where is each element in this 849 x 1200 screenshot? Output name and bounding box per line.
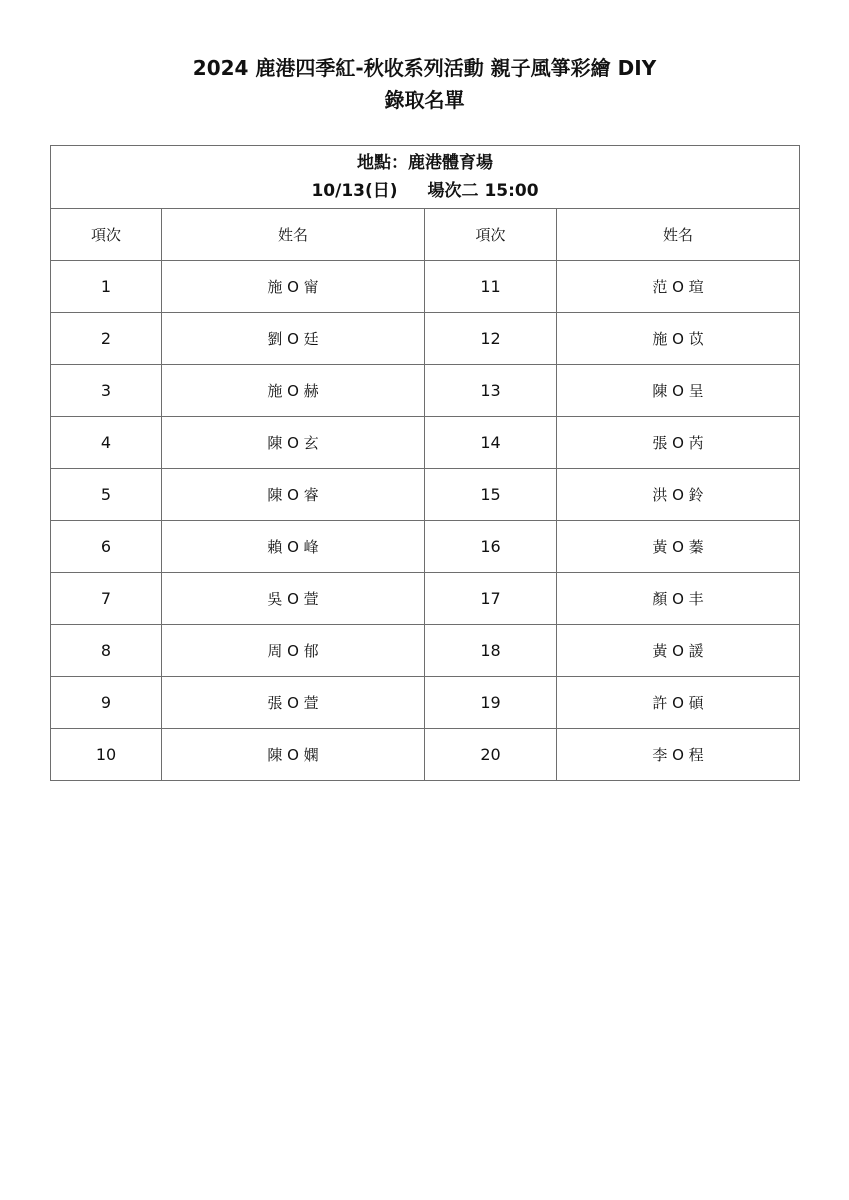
- participant-name-cell: 施 O 苡: [557, 313, 800, 365]
- participant-name-cell: 賴 O 峰: [162, 521, 425, 573]
- item-number-cell: 15: [425, 469, 557, 521]
- participant-name-cell: 黃 O 諼: [557, 625, 800, 677]
- column-header-name-left: 姓名: [162, 209, 425, 261]
- item-number-cell: 13: [425, 365, 557, 417]
- participant-name-cell: 施 O 赫: [162, 365, 425, 417]
- participant-name-cell: 黃 O 蓁: [557, 521, 800, 573]
- table-row: [51, 417, 800, 469]
- participant-name-cell: 張 O 芮: [557, 417, 800, 469]
- participant-name-cell: 范 O 瑄: [557, 261, 800, 313]
- participant-name-cell: 劉 O 廷: [162, 313, 425, 365]
- session-location: 地點：鹿港體育場: [357, 153, 494, 173]
- participant-name-cell: 陳 O 嫻: [162, 729, 425, 781]
- table-row: [51, 677, 800, 729]
- participant-name-cell: 顏 O 丰: [557, 573, 800, 625]
- session-slot: 場次二 15:00: [427, 181, 539, 201]
- participant-name-cell: 陳 O 玄: [162, 417, 425, 469]
- event-title: 2024 鹿港四季紅-秋收系列活動 親子風箏彩繪 DIY: [192, 56, 657, 80]
- session-header-row: [51, 146, 800, 209]
- column-header-item-right: 項次: [425, 209, 557, 261]
- item-number-cell: 8: [51, 625, 162, 677]
- item-number-cell: 9: [51, 677, 162, 729]
- table-row: [51, 521, 800, 573]
- participant-name-cell: 吳 O 萱: [162, 573, 425, 625]
- item-number-cell: 17: [425, 573, 557, 625]
- participant-name-cell: 施 O 甯: [162, 261, 425, 313]
- item-number-cell: 4: [51, 417, 162, 469]
- session-date: 10/13(日): [311, 181, 398, 201]
- item-number-cell: 7: [51, 573, 162, 625]
- participant-name-cell: 陳 O 睿: [162, 469, 425, 521]
- participant-name-cell: 許 O 碩: [557, 677, 800, 729]
- table-row: [51, 625, 800, 677]
- column-header-name-right: 姓名: [557, 209, 800, 261]
- item-number-cell: 6: [51, 521, 162, 573]
- item-number-cell: 1: [51, 261, 162, 313]
- column-header-item-left: 項次: [51, 209, 162, 261]
- table-row: [51, 365, 800, 417]
- item-number-cell: 11: [425, 261, 557, 313]
- item-number-cell: 18: [425, 625, 557, 677]
- participant-name-cell: 李 O 程: [557, 729, 800, 781]
- item-number-cell: 5: [51, 469, 162, 521]
- item-number-cell: 14: [425, 417, 557, 469]
- column-header-row: [51, 209, 800, 261]
- item-number-cell: 10: [51, 729, 162, 781]
- admission-table: [50, 145, 800, 781]
- document-title: [0, 52, 849, 116]
- table-row: [51, 573, 800, 625]
- participant-name-cell: 陳 O 呈: [557, 365, 800, 417]
- participant-name-cell: 洪 O 鈴: [557, 469, 800, 521]
- list-title: 錄取名單: [384, 88, 465, 112]
- session-time: [51, 177, 799, 205]
- item-number-cell: 19: [425, 677, 557, 729]
- table-row: [51, 729, 800, 781]
- item-number-cell: 12: [425, 313, 557, 365]
- session-header: [51, 146, 800, 209]
- participant-name-cell: 周 O 郁: [162, 625, 425, 677]
- table-row: [51, 469, 800, 521]
- item-number-cell: 2: [51, 313, 162, 365]
- item-number-cell: 20: [425, 729, 557, 781]
- participant-name-cell: 張 O 萱: [162, 677, 425, 729]
- item-number-cell: 3: [51, 365, 162, 417]
- table-row: [51, 313, 800, 365]
- item-number-cell: 16: [425, 521, 557, 573]
- table-row: [51, 261, 800, 313]
